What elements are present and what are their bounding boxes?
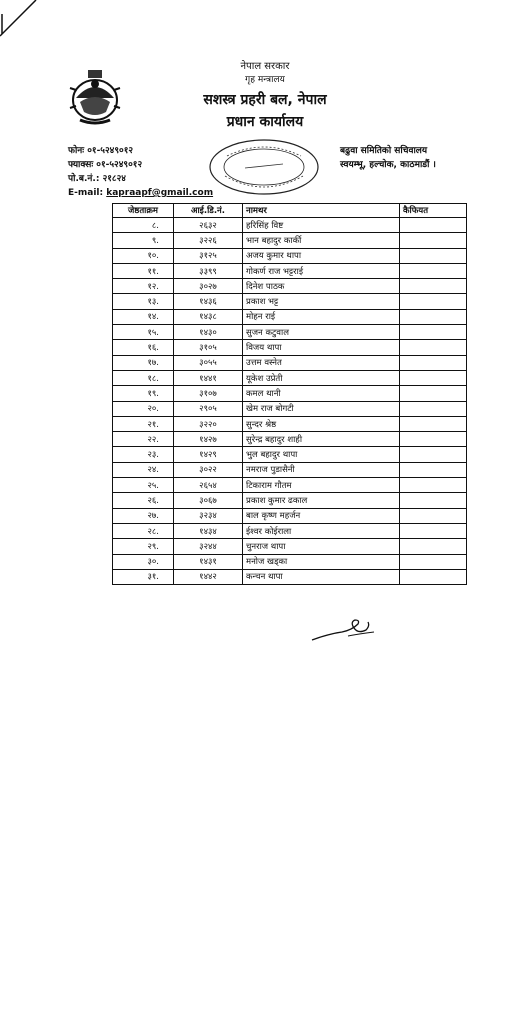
cell-id: १४३१ (174, 554, 243, 569)
table-row (113, 279, 467, 294)
col-header-name: नामथर (243, 204, 400, 218)
col-header-id: आई.डि.नं. (174, 204, 243, 218)
cell-remark (400, 539, 467, 554)
cell-remark (400, 447, 467, 462)
ministry-name: गृह मन्त्रालय (245, 75, 285, 85)
cell-remark (400, 294, 467, 309)
cell-id: ३३९९ (174, 263, 243, 278)
cell-rank: ३०. (113, 554, 174, 569)
cell-id: २६५४ (174, 478, 243, 493)
seniority-table (112, 203, 467, 585)
cell-name: भान बहादुर कार्की (243, 233, 400, 248)
cell-name: प्रकाश कुमार ढकाल (243, 493, 400, 508)
cell-remark (400, 432, 467, 447)
contact-block (68, 144, 213, 200)
office-name: प्रधान कार्यालय (226, 114, 304, 130)
cell-name: चुनराज थापा (243, 539, 400, 554)
cell-id: १४३८ (174, 309, 243, 324)
cell-name: कमल थानी (243, 386, 400, 401)
cell-remark (400, 279, 467, 294)
cell-rank: २६. (113, 493, 174, 508)
cell-id: ३१०७ (174, 386, 243, 401)
table-row (113, 539, 467, 554)
pobox-text: पो.ब.नं.: २१८२४ (68, 174, 126, 184)
cell-rank: ८. (113, 218, 174, 233)
cell-id: १४३४ (174, 523, 243, 538)
cell-id: ३०५५ (174, 355, 243, 370)
cell-name: अजय कुमार थापा (243, 248, 400, 263)
secretariat-address: स्वयम्भू, हल्चोक, काठमाडौं । (340, 160, 436, 170)
cell-name: सुजन कटुवाल (243, 325, 400, 340)
cell-name: दिनेश पाठक (243, 279, 400, 294)
cell-rank: २७. (113, 508, 174, 523)
col-header-remark: कैफियत (400, 204, 467, 218)
col-header-rank: जेष्ठताक्रम (113, 204, 174, 218)
cell-name: हरिसिंह विष्ट (243, 218, 400, 233)
table-row (113, 569, 467, 584)
government-name: नेपाल सरकार (240, 61, 290, 72)
email-link[interactable]: kapraapf@gmail.com (106, 188, 214, 198)
cell-id: २६३२ (174, 218, 243, 233)
phone-text: फोनः ०१-५२४९०१२ (68, 146, 134, 156)
cell-rank: २४. (113, 462, 174, 477)
corner-fold-mark (0, 0, 40, 40)
table-row (113, 340, 467, 355)
nepal-emblem-icon (66, 68, 124, 128)
signature-icon (308, 612, 380, 646)
office-stamp-icon (205, 136, 323, 198)
cell-name: उत्तम वस्नेत (243, 355, 400, 370)
table-row (113, 508, 467, 523)
cell-rank: ९. (113, 233, 174, 248)
cell-remark (400, 386, 467, 401)
cell-id: ३२२६ (174, 233, 243, 248)
cell-remark (400, 218, 467, 233)
cell-rank: २०. (113, 401, 174, 416)
table-header-row (113, 204, 467, 218)
email-label: E-mail: (68, 188, 104, 198)
cell-name: गोकर्ण राज भट्टराई (243, 263, 400, 278)
table-row (113, 325, 467, 340)
table-row (113, 478, 467, 493)
cell-name: विजय थापा (243, 340, 400, 355)
table-row (113, 309, 467, 324)
cell-id: ३१२५ (174, 248, 243, 263)
table-row (113, 523, 467, 538)
cell-rank: १८. (113, 370, 174, 385)
cell-remark (400, 416, 467, 431)
cell-remark (400, 554, 467, 569)
cell-id: १४४१ (174, 370, 243, 385)
cell-name: मनोज खड्का (243, 554, 400, 569)
table-row (113, 263, 467, 278)
cell-id: ३२३४ (174, 508, 243, 523)
cell-remark (400, 263, 467, 278)
cell-remark (400, 370, 467, 385)
cell-id: १४२७ (174, 432, 243, 447)
cell-remark (400, 569, 467, 584)
cell-id: १४२९ (174, 447, 243, 462)
cell-rank: १५. (113, 325, 174, 340)
cell-remark (400, 325, 467, 340)
cell-remark (400, 233, 467, 248)
cell-name: ईश्वर कोईराला (243, 523, 400, 538)
cell-remark (400, 340, 467, 355)
cell-id: २९०५ (174, 401, 243, 416)
cell-name: कन्चन थापा (243, 569, 400, 584)
cell-rank: १०. (113, 248, 174, 263)
cell-rank: १९. (113, 386, 174, 401)
cell-name: भुल बहादुर थापा (243, 447, 400, 462)
table-row (113, 233, 467, 248)
table-row (113, 416, 467, 431)
cell-rank: २२. (113, 432, 174, 447)
cell-name: टिकाराम गौतम (243, 478, 400, 493)
table-row (113, 462, 467, 477)
table-row (113, 370, 467, 385)
cell-remark (400, 478, 467, 493)
cell-name: यूकेश उप्रेती (243, 370, 400, 385)
cell-name: सुन्दर श्रेष्ठ (243, 416, 400, 431)
cell-name: खेम राज बोगटी (243, 401, 400, 416)
table-row (113, 401, 467, 416)
cell-remark (400, 462, 467, 477)
cell-id: ३१०५ (174, 340, 243, 355)
fax-text: फ्याक्सः ०१-५२४९०१२ (68, 160, 143, 170)
table-row (113, 294, 467, 309)
cell-name: सुरेन्द्र बहादुर शाही (243, 432, 400, 447)
secretariat-block (340, 144, 436, 172)
cell-rank: ११. (113, 263, 174, 278)
table-row (113, 386, 467, 401)
table-row (113, 355, 467, 370)
table-row (113, 554, 467, 569)
cell-id: ३२४४ (174, 539, 243, 554)
cell-rank: २३. (113, 447, 174, 462)
letterhead (150, 60, 380, 132)
cell-id: ३०२७ (174, 279, 243, 294)
table-row (113, 432, 467, 447)
cell-name: नमराज पुडासैनी (243, 462, 400, 477)
cell-id: १४४२ (174, 569, 243, 584)
cell-rank: २९. (113, 539, 174, 554)
cell-rank: १६. (113, 340, 174, 355)
cell-rank: १३. (113, 294, 174, 309)
table-row (113, 493, 467, 508)
cell-id: १४३० (174, 325, 243, 340)
cell-remark (400, 493, 467, 508)
secretariat-name: बढुवा समितिको सचिवालय (340, 146, 428, 156)
cell-name: मोहन राई (243, 309, 400, 324)
force-name: सशस्त्र प्रहरी बल, नेपाल (203, 92, 327, 108)
email-line (68, 186, 213, 200)
cell-rank: १२. (113, 279, 174, 294)
table-row (113, 218, 467, 233)
cell-remark (400, 355, 467, 370)
cell-name: बाल कृष्ण महर्जन (243, 508, 400, 523)
cell-rank: १४. (113, 309, 174, 324)
cell-rank: २५. (113, 478, 174, 493)
cell-name: प्रकाश भट्ट (243, 294, 400, 309)
cell-rank: २८. (113, 523, 174, 538)
cell-id: १४३६ (174, 294, 243, 309)
cell-rank: ३१. (113, 569, 174, 584)
cell-remark (400, 401, 467, 416)
cell-remark (400, 309, 467, 324)
table-row (113, 248, 467, 263)
cell-id: ३२२० (174, 416, 243, 431)
cell-remark (400, 523, 467, 538)
cell-id: ३०६७ (174, 493, 243, 508)
cell-id: ३०२२ (174, 462, 243, 477)
cell-rank: १७. (113, 355, 174, 370)
cell-remark (400, 248, 467, 263)
cell-rank: २१. (113, 416, 174, 431)
cell-remark (400, 508, 467, 523)
table-row (113, 447, 467, 462)
